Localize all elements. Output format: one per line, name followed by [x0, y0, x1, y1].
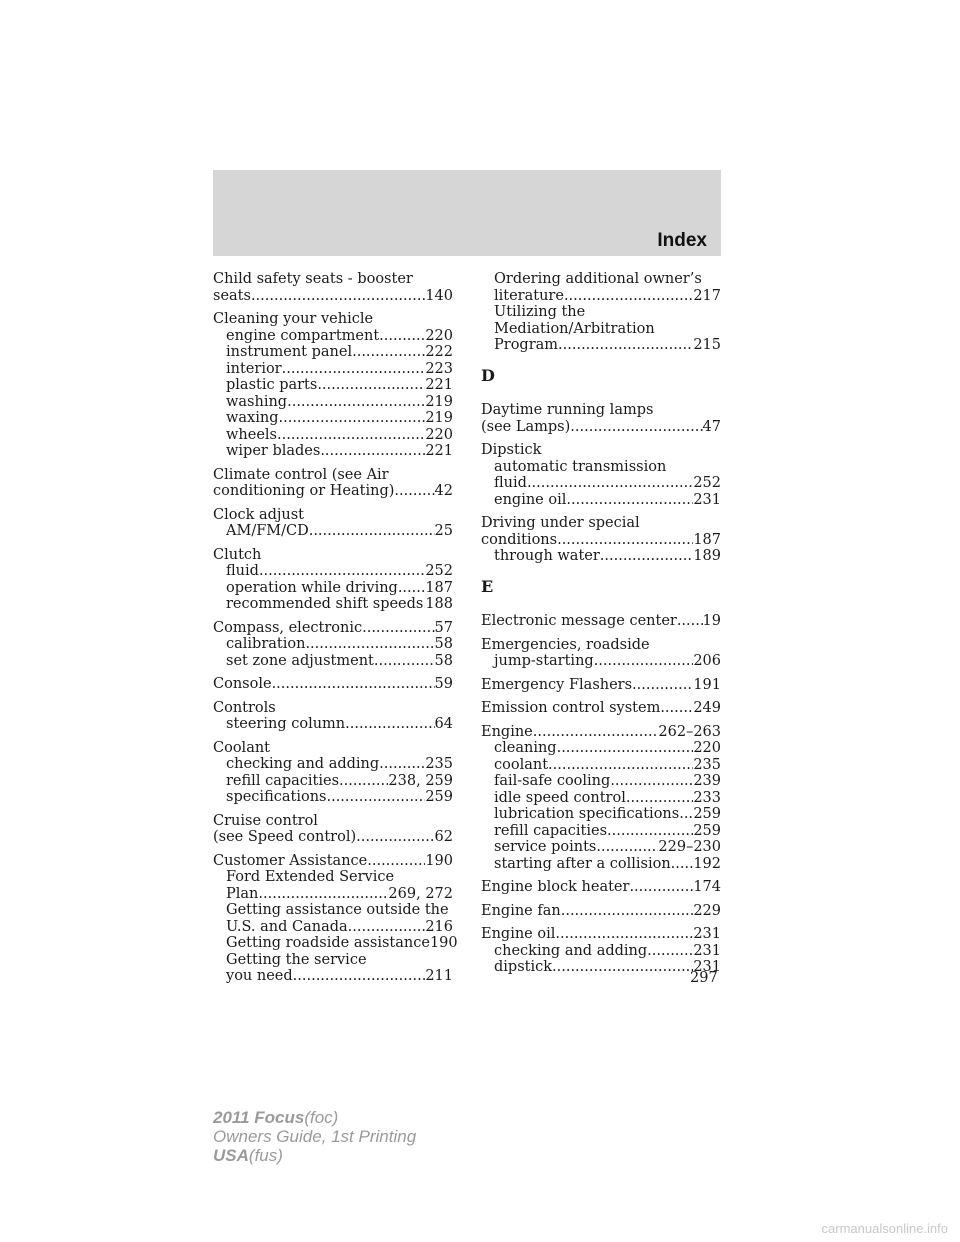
entry-page-ref: 211: [425, 968, 453, 984]
index-entry: [481, 903, 721, 920]
entry-page-ref: 238, 259: [388, 772, 453, 789]
index-subentry-line: [213, 344, 453, 361]
index-entry: [213, 467, 453, 500]
index-entry: [481, 637, 721, 670]
index-subentry-line: [213, 716, 453, 733]
leader-dots: [632, 677, 693, 694]
entry-text: Engine oil: [481, 926, 556, 942]
entry-text: fluid: [226, 563, 259, 579]
index-entry-line: [213, 853, 453, 870]
entry-text: Console: [213, 676, 272, 692]
entry-text: AM/FM/CD: [226, 523, 309, 539]
entry-page-ref: 235: [425, 756, 453, 772]
entry-page-ref: 190: [425, 852, 453, 869]
index-entry-line: [213, 547, 453, 564]
header-band: [213, 170, 721, 256]
entry-text: automatic transmission: [494, 458, 667, 475]
leader-dots: [251, 288, 425, 305]
index-subentry-line: [213, 596, 453, 613]
leader-dots: [398, 580, 425, 597]
entry-text: Mediation/Arbitration: [494, 320, 655, 337]
leader-dots: [362, 620, 434, 637]
entry-page-ref: 206: [693, 653, 721, 669]
entry-page-ref: 239: [693, 773, 721, 789]
entry-text: waxing: [226, 410, 279, 426]
index-entry-line: [213, 483, 453, 500]
entry-text: plastic parts: [226, 377, 318, 393]
entry-page-ref: 220: [693, 740, 721, 756]
index-subentry-line: [213, 789, 453, 806]
index-letter-heading: E: [481, 576, 494, 596]
entry-text: cleaning: [494, 740, 557, 756]
entry-text: Emergency Flashers: [481, 676, 633, 693]
leader-dots: [320, 443, 425, 460]
entry-page-ref: 187: [693, 531, 721, 548]
index-entry-line: [213, 311, 453, 328]
index-entry: [213, 740, 453, 806]
index-subentry-line: [481, 288, 721, 305]
index-entry: [213, 547, 453, 613]
index-subentry-line: [481, 790, 721, 807]
leader-dots: [527, 475, 693, 492]
index-entry: [481, 677, 721, 694]
entry-text: wiper blades: [226, 443, 321, 459]
footer-line-1: [213, 1108, 416, 1127]
index-subentry-line: [481, 823, 721, 840]
leader-dots: [557, 740, 694, 757]
entry-page-ref: 58: [434, 652, 453, 669]
leader-dots: [305, 636, 434, 653]
entry-page-ref: 187: [425, 579, 453, 596]
index-entry: [213, 852, 458, 985]
leader-dots: [258, 886, 388, 903]
index-entry-line: [213, 700, 453, 717]
entry-text: refill capacities: [226, 772, 340, 789]
entry-text: (see Lamps): [481, 418, 571, 435]
leader-dots: [339, 773, 388, 790]
index-entry-line: [481, 879, 721, 896]
entry-text: steering column: [226, 716, 346, 732]
index-subentry-line: [213, 328, 453, 345]
entry-text: Emergencies, roadside: [481, 636, 650, 653]
entry-text: Cleaning your vehicle: [213, 311, 374, 327]
index-entry: [213, 676, 453, 693]
leader-dots: [679, 806, 693, 823]
entry-text: Ordering additional owner’s: [494, 271, 702, 287]
entry-page-ref: 252: [425, 563, 453, 579]
entry-text: Coolant: [213, 739, 271, 756]
index-subentry-line: [481, 492, 721, 509]
index-entry-line: [481, 637, 721, 654]
entry-text: Controls: [213, 699, 276, 716]
entry-text: washing: [226, 393, 288, 410]
entry-text: Engine block heater: [481, 879, 630, 895]
entry-text: checking and adding: [226, 756, 380, 772]
index-entry-line: [481, 515, 721, 532]
entry-page-ref: 47: [702, 418, 721, 435]
entry-page-ref: 42: [434, 483, 453, 499]
entry-page-ref: 217: [693, 287, 721, 304]
index-entry-line: [481, 532, 721, 549]
entry-text: checking and adding: [494, 942, 648, 959]
entry-page-ref: 231: [693, 959, 721, 975]
entry-page-ref: 235: [693, 756, 721, 773]
entry-text: recommended shift speeds: [226, 596, 424, 612]
leader-dots: [570, 419, 702, 436]
entry-page-ref: 269, 272: [388, 885, 453, 902]
entry-text: coolant: [494, 756, 549, 773]
watermark: carmanualsonline.info: [821, 1221, 948, 1236]
entry-text: Program: [494, 337, 559, 353]
leader-dots: [287, 394, 425, 411]
entry-page-ref: 58: [434, 636, 453, 652]
leader-dots: [293, 968, 426, 985]
entry-page-ref: 219: [425, 410, 453, 426]
index-subentry-line: [481, 459, 721, 476]
index-entry: [481, 515, 721, 565]
entry-page-ref: 57: [434, 619, 453, 636]
index-entry: [213, 813, 453, 846]
entry-text: Driving under special: [481, 515, 640, 531]
entry-text: Getting the service: [226, 951, 367, 968]
index-subentry-line: [213, 427, 453, 444]
index-entry: [213, 271, 453, 304]
entry-page-ref: 188: [425, 596, 453, 612]
index-subentry-line: [213, 935, 458, 952]
leader-dots: [282, 361, 426, 378]
index-subentry-line: [213, 394, 453, 411]
entry-page-ref: 252: [693, 475, 721, 491]
leader-dots: [555, 926, 693, 943]
leader-dots: [309, 523, 435, 540]
entry-text: interior: [226, 360, 282, 377]
footer-model-code: (foc): [304, 1108, 339, 1127]
entry-page-ref: 190: [429, 935, 458, 951]
entry-text: engine oil: [494, 491, 567, 508]
leader-dots: [607, 823, 693, 840]
index-column-left: [213, 271, 458, 992]
index-subentry-line: [481, 959, 721, 976]
entry-text: conditioning or Heating): [213, 483, 395, 499]
index-entry-line: [481, 903, 721, 920]
entry-text: Cruise control: [213, 812, 318, 829]
entry-page-ref: 262–263: [658, 723, 721, 740]
entry-text: operation while driving: [226, 579, 398, 596]
index-entry-line: [213, 288, 453, 305]
index-subentry-line: [481, 806, 721, 823]
entry-text: (see Speed control): [213, 829, 357, 845]
index-entry-line: [213, 676, 453, 693]
entry-page-ref: 229–230: [658, 839, 721, 855]
index-subentry-line: [213, 886, 453, 903]
index-subentry-line: [481, 548, 721, 565]
entry-page-ref: 249: [693, 700, 721, 716]
leader-dots: [277, 427, 425, 444]
entry-page-ref: 215: [693, 337, 721, 353]
index-subentry-line: [481, 839, 721, 856]
entry-page-ref: 219: [425, 393, 453, 410]
entry-page-ref: 174: [693, 879, 721, 895]
entry-text: set zone adjustment: [226, 652, 374, 669]
index-entry: [481, 442, 721, 508]
index-entry-line: [481, 442, 721, 459]
leader-dots: [259, 563, 425, 580]
index-subentry-line: [213, 902, 453, 919]
entry-text: starting after a collision: [494, 855, 671, 872]
leader-dots: [600, 548, 694, 565]
leader-dots: [596, 839, 658, 856]
index-subentry-line: [213, 563, 453, 580]
entry-text: refill capacities: [494, 822, 608, 839]
entry-text: Climate control (see Air: [213, 466, 389, 483]
entry-text: through water: [494, 548, 600, 564]
entry-text: fail-safe cooling: [494, 773, 611, 789]
index-subentry-line: [213, 361, 453, 378]
index-entry: [481, 700, 721, 717]
index-entry-line: [213, 829, 453, 846]
index-subentry-line: [481, 653, 721, 670]
leader-dots: [379, 328, 425, 345]
entry-text: engine compartment: [226, 327, 380, 344]
index-letter-heading: D: [481, 365, 495, 385]
leader-dots: [557, 532, 693, 549]
entry-text: Getting assistance outside the: [226, 902, 449, 918]
leader-dots: [356, 829, 434, 846]
entry-page-ref: 62: [434, 829, 453, 845]
index-subentry-line: [481, 740, 721, 757]
entry-text: seats: [213, 287, 251, 304]
entry-page-ref: 223: [425, 360, 453, 377]
leader-dots: [279, 410, 426, 427]
index-subentry-line: [213, 377, 453, 394]
index-entry: [213, 620, 453, 670]
entry-text: Ford Extended Service: [226, 869, 395, 885]
index-entry-line: [213, 813, 453, 830]
leader-dots: [272, 676, 435, 693]
index-subentry-line: [213, 653, 453, 670]
entry-page-ref: 25: [434, 523, 453, 539]
leader-dots: [677, 613, 703, 630]
index-subentry-line: [213, 756, 453, 773]
entry-text: service points: [494, 839, 597, 855]
index-entry: [213, 311, 453, 460]
index-subentry-line: [213, 919, 453, 936]
index-subentry-line: [213, 968, 453, 985]
index-subentry-line: [213, 952, 453, 969]
entry-text: Engine fan: [481, 902, 561, 919]
index-subentry-line: [481, 757, 721, 774]
entry-text: Clock adjust: [213, 506, 305, 523]
index-subentry-line: [213, 580, 453, 597]
leader-dots: [348, 919, 426, 936]
entry-text: instrument panel: [226, 344, 353, 360]
index-subentry-line: [481, 271, 721, 288]
entry-text: Customer Assistance: [213, 852, 368, 869]
footer-model: 2011 Focus: [213, 1108, 305, 1127]
entry-text: Plan: [226, 885, 259, 902]
index-entry: [481, 926, 721, 976]
entry-page-ref: 222: [425, 344, 453, 360]
entry-page-ref: 231: [693, 942, 721, 959]
footer-line-3: [213, 1146, 416, 1165]
entry-page-ref: 64: [434, 716, 453, 732]
leader-dots: [564, 288, 693, 305]
entry-page-ref: 259: [693, 806, 721, 822]
index-column-right: [481, 271, 721, 983]
entry-text: Clutch: [213, 546, 262, 563]
entry-page-ref: 231: [693, 926, 721, 942]
index-subentry-line: [213, 869, 453, 886]
leader-dots: [533, 724, 659, 741]
leader-dots: [352, 344, 425, 361]
leader-dots: [548, 757, 693, 774]
leader-dots: [558, 337, 693, 354]
entry-text: Emission control system: [481, 700, 661, 716]
index-entry-line: [481, 402, 721, 419]
index-entry-line: [213, 271, 453, 288]
leader-dots: [610, 773, 693, 790]
entry-text: U.S. and Canada: [226, 918, 348, 935]
leader-dots: [552, 959, 693, 976]
entry-page-ref: 192: [693, 855, 721, 872]
entry-page-ref: 189: [693, 548, 721, 564]
index-subentry-line: [213, 523, 453, 540]
entry-page-ref: 221: [425, 443, 453, 459]
entry-text: calibration: [226, 636, 306, 652]
entry-page-ref: 233: [693, 789, 721, 806]
index-subentry-line: [481, 773, 721, 790]
index-subentry-line: [213, 773, 453, 790]
entry-text: lubrication specifications: [494, 806, 680, 822]
entry-text: literature: [494, 287, 564, 304]
index-entry-line: [481, 419, 721, 436]
entry-text: specifications: [226, 789, 327, 805]
leader-dots: [345, 716, 434, 733]
index-subentry-line: [481, 337, 721, 354]
index-entry: [481, 271, 721, 354]
index-subentry-line: [481, 856, 721, 873]
leader-dots: [566, 492, 693, 509]
leader-dots: [660, 700, 693, 717]
entry-page-ref: 59: [434, 676, 453, 692]
entry-text: Electronic message center: [481, 613, 677, 629]
entry-text: dipstick: [494, 959, 553, 975]
leader-dots: [561, 903, 694, 920]
entry-page-ref: 220: [425, 426, 453, 443]
leader-dots: [594, 653, 694, 670]
leader-dots: [367, 853, 425, 870]
leader-dots: [379, 756, 425, 773]
entry-text: conditions: [481, 531, 558, 548]
entry-text: Daytime running lamps: [481, 402, 654, 418]
index-entry-line: [213, 620, 453, 637]
index-entry: [213, 700, 453, 733]
index-subentry-line: [481, 304, 721, 321]
index-subentry-line: [481, 943, 721, 960]
index-subentry-line: [213, 636, 453, 653]
leader-dots: [326, 789, 425, 806]
index-entry: [481, 879, 721, 896]
index-entry-line: [213, 467, 453, 484]
index-entry: [213, 507, 453, 540]
entry-page-ref: 231: [693, 491, 721, 508]
entry-text: fluid: [494, 475, 527, 491]
entry-text: Engine: [481, 723, 533, 740]
entry-text: idle speed control: [494, 789, 626, 806]
index-entry-line: [481, 724, 721, 741]
footer: [213, 1108, 416, 1165]
entry-page-ref: 221: [425, 377, 453, 393]
entry-text: Child safety seats - booster: [213, 271, 413, 287]
entry-text: Dipstick: [481, 442, 542, 458]
leader-dots: [629, 879, 693, 896]
entry-page-ref: 229: [693, 902, 721, 919]
leader-dots: [647, 943, 693, 960]
index-entry-line: [481, 926, 721, 943]
entry-page-ref: 191: [693, 676, 721, 693]
leader-dots: [671, 856, 694, 873]
index-entry-line: [213, 740, 453, 757]
index-entry-line: [481, 677, 721, 694]
index-entry-line: [213, 507, 453, 524]
index-subentry-line: [481, 475, 721, 492]
index-entry-line: [481, 700, 721, 717]
leader-dots: [626, 790, 693, 807]
footer-line-2: Owners Guide, 1st Printing: [213, 1127, 417, 1146]
entry-text: jump-starting: [494, 653, 594, 669]
entry-page-ref: 140: [425, 287, 453, 304]
entry-text: Compass, electronic: [213, 619, 363, 636]
index-entry-line: [481, 613, 721, 630]
index-entry: [481, 613, 721, 630]
footer-market: USA: [213, 1146, 249, 1165]
index-subentry-line: [213, 410, 453, 427]
entry-text: Getting roadside assistance: [226, 935, 430, 951]
page-number: 297: [690, 970, 718, 986]
index-subentry-line: [481, 321, 721, 338]
index-entry: [481, 724, 721, 873]
entry-text: wheels: [226, 426, 277, 443]
page-title: Index: [657, 230, 707, 251]
footer-market-code: (fus): [248, 1146, 283, 1165]
entry-page-ref: 19: [702, 613, 721, 629]
leader-dots: [394, 483, 434, 500]
entry-text: you need: [226, 968, 293, 984]
entry-page-ref: 216: [425, 918, 453, 935]
entry-page-ref: 259: [693, 822, 721, 839]
entry-page-ref: 220: [425, 327, 453, 344]
index-subentry-line: [213, 443, 453, 460]
entry-text: Utilizing the: [494, 304, 586, 320]
leader-dots: [374, 653, 435, 670]
leader-dots: [317, 377, 425, 394]
index-entry: [481, 402, 721, 435]
entry-page-ref: 259: [425, 789, 453, 805]
